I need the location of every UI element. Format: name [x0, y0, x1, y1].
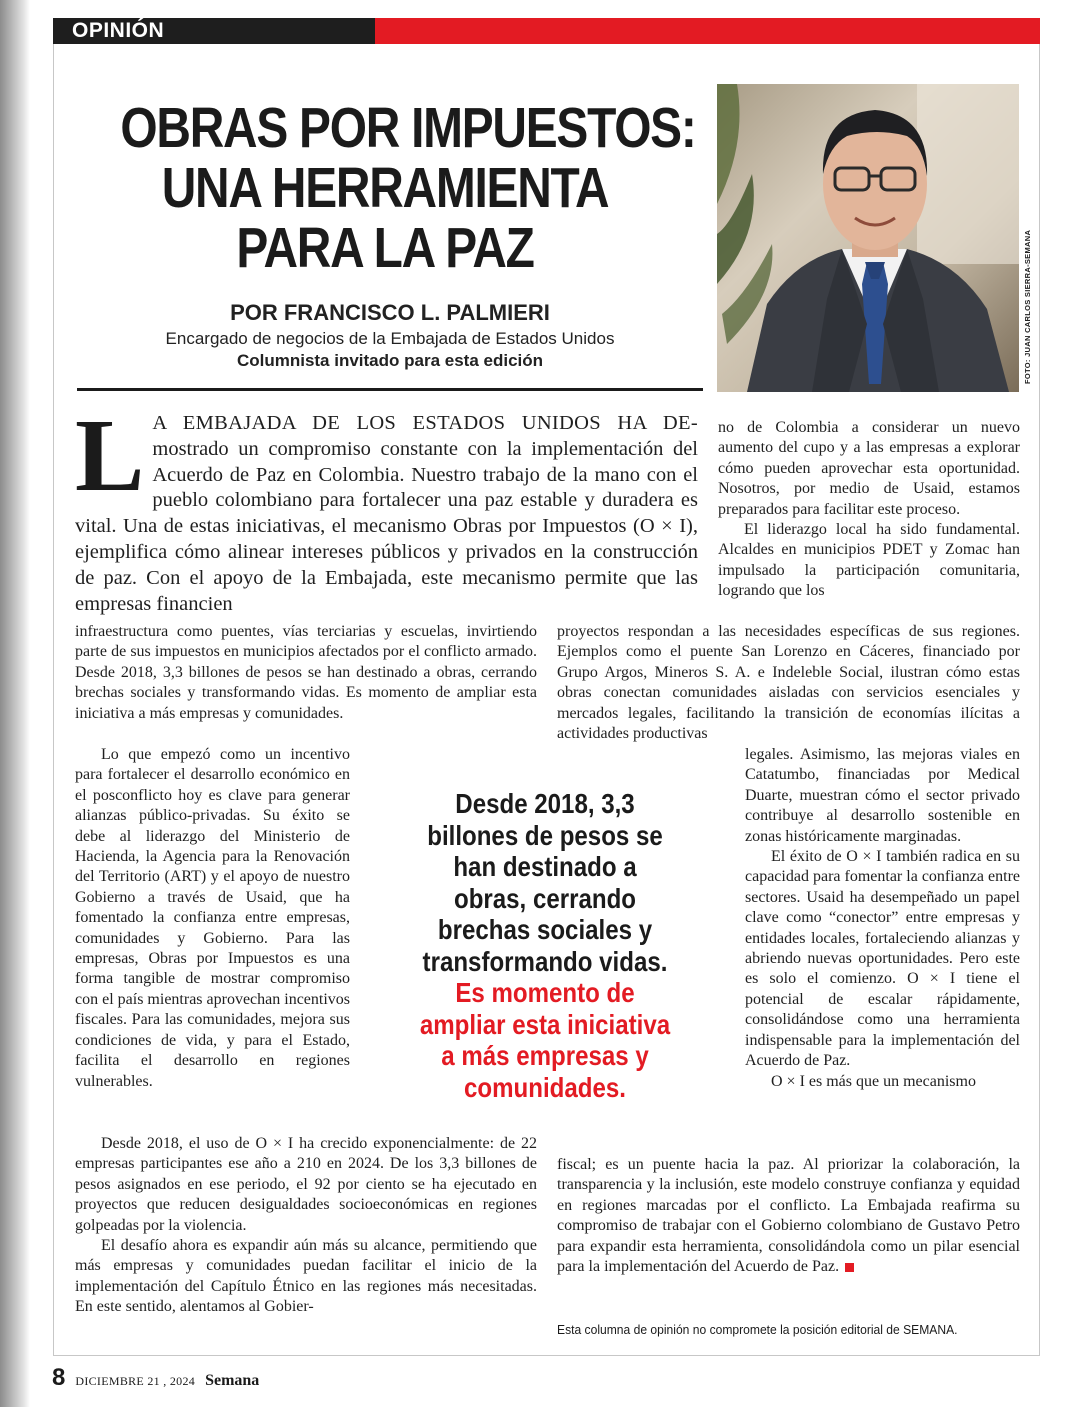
- paragraph: O × I es más que un mecanismo: [771, 1072, 976, 1090]
- author-portrait: [717, 84, 1019, 392]
- column-left-wide: [75, 622, 537, 724]
- paragraph: El liderazgo local ha sido fundamental. Alcaldes en municipios PDET y Zomac han impulsado la participación comunitaria, logrando que los: [718, 521, 1020, 600]
- byline-role: Encargado de negocios de la Embajada de Estados Unidos: [165, 329, 615, 348]
- section-label: OPINIÓN: [53, 18, 375, 44]
- paragraph: Desde 2018, el uso de O × I ha crecido exponencialmente: de 22 empresas participantes ese año a 210 en 2024. De los 3,3 billones de pesos asignados en ese periodo, el 92 por ciento se ha ejecutado en proyectos que reducen desigualdades socioeconómicas en regiones golpeadas por la violencia.: [75, 1135, 537, 1234]
- column-left-narrow: [75, 745, 350, 1092]
- author-portrait-illustration: [717, 84, 1019, 392]
- column-left-bottom: [75, 1134, 537, 1318]
- paragraph: El desafío ahora es expandir aún más su alcance, permitiendo que más empresas y comunidades puedan facilitar el inicio de la implementación del Capítulo Étnico en las regiones más necesitadas. En este sentido, alentamos al Gobier-: [75, 1237, 537, 1316]
- paragraph: infraestructura como puentes, vías terciarias y escuelas, invirtiendo parte de sus impuestos en municipios afectados por el conflicto armado. Desde 2018, 3,3 billones de pesos se han destinado a obras, cerrando brechas sociales y transformando vidas. Es momento de ampliar esta iniciativa a más empresas y comunidades.: [75, 623, 537, 722]
- lead-paragraph: [75, 398, 698, 617]
- byline-author: POR FRANCISCO L. PALMIERI: [230, 300, 550, 325]
- drop-cap: L: [75, 398, 145, 513]
- closing-text: fiscal; es un puente hacia la paz. Al priorizar la colaboración, la transparencia y la inclusión, este modelo construye confianza y equidad en regiones marcadas por el conflicto. La Embajada reafirma su compromiso de trabajar con el Gobierno colombiano de Gustavo Petro para expandir esta herramienta, consolidándola como un pilar esencial para la implementación del Acuerdo de Paz.: [557, 1156, 1020, 1276]
- page-edge-shadow: [0, 0, 30, 1407]
- column-right-narrow: [745, 745, 1020, 1092]
- paragraph: legales. Asimismo, las mejoras viales en Catatumbo, financiadas por Medical Duarte, muestran cómo el sector privado contribuye al desarrollo sostenible en zonas históricamente marginadas.: [745, 746, 1020, 845]
- column-right-top: [718, 418, 1020, 602]
- column-right-bottom: [557, 1155, 1020, 1277]
- photo-credit: FOTO: JUAN CARLOS SIERRA-SEMANA: [1023, 229, 1032, 384]
- paragraph: El éxito de O × I también radica en su capacidad para fomentar la confianza entre sectores. Usaid ha desempeñado un papel clave como “conector” entre empresas y entidades locales, fortaleciendo alianzas y abriendo nuevas oportunidades. Pero este es solo el comienzo. O × I tiene el potencial de escalar rápidamente, consolidándose como una herramienta indispensable para la implementación del Acuerdo de Paz.: [745, 848, 1020, 1070]
- end-mark-icon: [845, 1263, 854, 1272]
- lead-caps: A EMBAJADA DE LOS ESTADOS UNIDOS HA DE-: [152, 412, 698, 434]
- publication-name: Semana: [205, 1372, 260, 1389]
- paragraph: no de Colombia a considerar un nuevo aumento del cupo y a las empresas a explorar cómo pueden aprovechar esta oportunidad. Nosotros, por medio de Usaid, estamos preparados para facilitar este proceso.: [718, 419, 1020, 518]
- pull-quote: [416, 788, 674, 1103]
- byline-guest-note: Columnista invitado para esta edición: [236, 351, 544, 370]
- disclaimer: Esta columna de opinión no compromete la posición editorial de SEMANA.: [557, 1322, 958, 1337]
- paragraph: proyectos respondan a las necesidades específicas de sus regiones. Ejemplos como el puente San Lorenzo en Cáceres, financiado por Grupo Argos, Mineros S. A. e Indeleble Social, ilustran cómo estas obras conectan comunidades aisladas con servicios esenciales y mercados legales, facilitando la transición de economías ilícitas a actividades productivas: [557, 623, 1020, 743]
- paragraph: Lo que empezó como un incentivo para fortalecer el desarrollo económico en el posconflicto hoy es clave para generar alianzas público-privadas. Su éxito se debe al liderazgo del Ministerio de Hacienda, la Agencia para la Renovación del Territorio (ART) y el apoyo de nuestro Gobierno a través de Usaid, que ha fomentado la confianza entre empresas, comunidades y Gobierno. Para las empresas, Obras por Impuestos es una forma tangible de mostrar compromiso con el país mientras aprovechan incentivos fiscales. Para las comunidades, mejora sus condiciones de vida, y para el Estado, facilita el desarrollo en regiones vulnerables.: [75, 746, 351, 1090]
- section-bar: [53, 18, 1040, 44]
- lead-text: mostrado un compromiso constante con la implementación del Acuerdo de Paz en Colombia. Nuestro trabajo de la mano con el pueblo colombiano para fortalecer una paz estable y duradera es vital. Una de estas iniciativas, el mecanismo Obras por Impuestos (O × I), ejemplifica cómo alinear intereses públicos y privados en la construcción de paz. Con el apoyo de la Embajada, este mecanismo permite que las empresas financien: [75, 437, 698, 615]
- issue-date: DICIEMBRE 21 , 2024: [75, 1374, 196, 1388]
- headline: [120, 96, 696, 280]
- pull-quote-red: Es momento de ampliar esta iniciativa a más empresas y comunidades.: [419, 977, 671, 1103]
- headline-rule: [77, 388, 703, 391]
- page-footer: [52, 1364, 259, 1394]
- byline: [120, 298, 660, 372]
- headline-line-2: UNA HERRAMIENTA: [161, 156, 609, 220]
- headline-line-3: PARA LA PAZ: [236, 216, 534, 280]
- headline-line-1: OBRAS POR IMPUESTOS:: [120, 96, 696, 160]
- page-number: 8: [52, 1364, 66, 1391]
- pull-quote-dark: Desde 2018, 3,3 billones de pesos se han destinado a obras, cerrando brechas sociales y transformando vidas.: [422, 788, 668, 977]
- column-right-wide: [557, 622, 1020, 744]
- section-accent-stripe: [375, 18, 1040, 44]
- paragraph: [557, 1155, 1020, 1277]
